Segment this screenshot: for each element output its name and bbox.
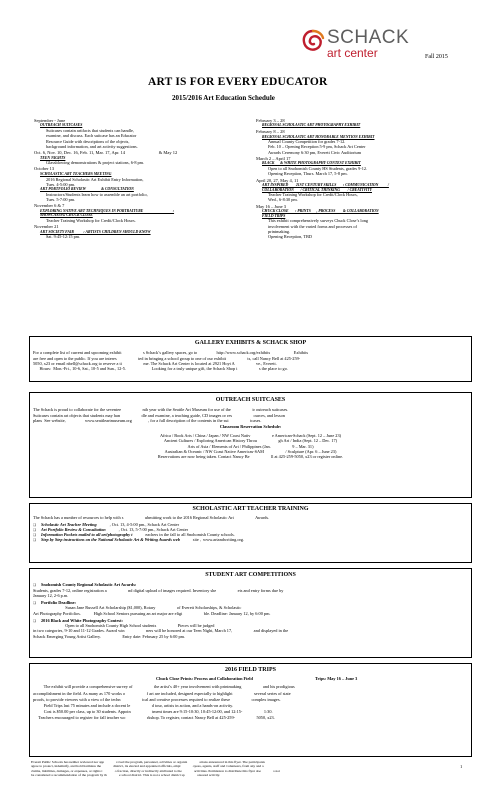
schedule-line: Awards Ceremony 6:30 pm, Everett Civic Auditorium (268, 149, 362, 155)
fieldtrips-sub-left: Chuck Close Prints: Process and Collaboration Field (156, 676, 253, 682)
schedule-line: CHUCK CLOSE : PRINTS , PROCESS & COLLABORATION (262, 209, 379, 214)
fieldtrips-subheading (30, 676, 471, 683)
schedule-line: November 21 (34, 224, 59, 230)
schedule-line: Oct. 6, Nov. 10, Dec. 16, Feb. 11, Mar. 17, Apr. 14 & May 12 (34, 150, 178, 156)
bullet-icon: ❑ (33, 618, 37, 623)
reservation-heading: Classroom Reservation Schedule: (219, 424, 282, 430)
page-subtitle: 2015/2016 Art Education Schedule (172, 94, 275, 102)
fieldtrip-line: proofs, to provide viewers with a view of the techn ical and creative processes required to realize these complex images. (33, 696, 281, 702)
competition-title: Portfolio Deadline: (41, 600, 76, 606)
training-item-label: Step by Step instructions on the National Scholastic Art & Writing Awards web (41, 537, 180, 543)
fieldtrips-box (29, 663, 472, 757)
schedule-line: Teacher Training Workshop for Credit/Clock Hours, (268, 192, 358, 198)
footer-line: Everett Public Schools has neither reviewed nor app roved the program, personnel, activities or organiz ations announced in this flyer. The participants (31, 760, 265, 764)
schedule-line: This exhibit comprehensively surveys Chuck Close’s long (268, 218, 369, 224)
training-item (33, 537, 468, 542)
footer-line: be considered a recommendation of the program by th e school district. This is not a school district sp onsored activity. (31, 773, 221, 778)
bullet-icon: ❑ (33, 533, 37, 538)
fieldtrips-sub-right: Trips: May 16 – June 3 (315, 676, 358, 682)
gallery-line: For a complete list of current and upcoming exhibit s Schack’s gallery spaces, go to http://www.schack.org/exhibits Exhibits (33, 350, 309, 356)
fieldtrip-line: Field Trips last 75 minutes and include a docent le d tour, artists in action, and a hands-on activity. (33, 702, 234, 708)
page-number: 1 (460, 764, 463, 769)
schack-logo (300, 28, 410, 64)
schedule-line: COLLABORATION / CRITICAL THINKING / CREATIVITY (262, 187, 372, 192)
schedule-line: Feb. 10 – Opening Reception 5-9 pm, Schack Art Center (268, 144, 366, 150)
schedule-line: background information, and art activity suggestions. (46, 143, 138, 149)
training-item-detail: , Oct. 13, 5-7:00 pm., Schack Art Center (105, 526, 189, 532)
swirl-logo-icon (300, 28, 326, 54)
schedule-line: Opening Reception, Thurs. March 17, 5-8 pm. (268, 171, 348, 177)
schedule-line: Resource Guide with descriptions of the objects, (46, 138, 130, 144)
bullet-icon: ❑ (33, 527, 37, 532)
outreach-text (30, 404, 471, 423)
schedule-line: TEEN NIGHTS (40, 155, 66, 160)
competition-block (33, 600, 468, 616)
reservation-row: Arts of Asia / Elements of Art / Philippines (Jan. 9 – Mar. 31) (187, 443, 314, 449)
competition-line: Students, grades 7-12, online registration a nd digital upload of images required. Inventory she ets and entry forms due by (33, 587, 284, 593)
training-item-detail: , Oct. 13, 4-5:00 pm., Schack Art Center (96, 521, 180, 527)
logo-text-schack: SCHACK (327, 27, 410, 48)
competition-line: Art Photography Portfolios. High School Seniors pursuing an art major are eligi ble. Deadline: January 12, by 6:00 pm. (33, 610, 271, 616)
schedule-line: April 20, 27, May 4, 11 (256, 177, 299, 183)
schedule-line: March 2 – April 17 (256, 155, 291, 161)
schedule-line: Sat. 9:45-12:15 pm. (46, 234, 81, 240)
schedule-line: Tues. 5-7:00 pm. (46, 196, 76, 202)
training-box (29, 503, 472, 563)
gallery-title: GALLERY EXHIBITS & SCHACK SHOP (194, 340, 307, 346)
schedule-line: involvement with the varied forms and processes of (268, 223, 357, 229)
outreach-line: Suitcases contain art objects that students may han dle and examine, a teaching guide, CD images or res ources, and lesson (33, 412, 285, 418)
schedule-line: Suitcases contain artifacts that students can handle, (46, 128, 134, 134)
schedule-line: ART SOCIETY FAIR : ARTISTS CHILDREN SHOULD KNOW (40, 229, 151, 234)
competitions-list (30, 579, 471, 638)
schedule-line: ART PORTFOLIO REVIEW & CONSULTATION (40, 186, 134, 191)
schedule-left-column (34, 117, 246, 239)
competition-line: January 12, 2-6 p.m. (33, 592, 69, 598)
schedule-line: Tues. 4-5:00 pm. (46, 181, 76, 187)
schedule-line: Open to all Snohomish County HS Students, grades 9-12. (268, 166, 368, 172)
schedule-line: Opening Reception, TBD (268, 234, 312, 240)
training-intro: The Schack has a number of resources to help with s ubmitting work to the 2016 Regional Scholastic Art Awards. (33, 515, 270, 521)
competition-title: 2016 Black and White Photography Contest: (41, 617, 123, 623)
gallery-line: are free and open to the public. If you are interes ted in bringing a school group to one of our exhibit ts, call Nancy Bell at 425-259- (33, 355, 301, 361)
fieldtrip-line: The exhibit will provide a comprehensive survey of the artist’s 40+ year involvement with printmaking and his prodigious (33, 684, 295, 690)
schedule-line: ART INSPIRED 21ST CENTURY SKILLS : COMMUNICATION / (262, 182, 389, 187)
training-item-label: Information Packets mailed to all art/photography t (41, 532, 133, 538)
schedule-line: 2016 Regional Scholastic Art Exhibit Entry Information, (46, 176, 144, 182)
schedule-line: REGIONAL SCHOLASTIC ART PHOTOGRAPHY EXHIBIT (262, 123, 361, 128)
disclaimer-footer (31, 760, 451, 778)
fieldtrips-text (30, 683, 471, 721)
bullet-icon: ❑ (33, 522, 37, 527)
outreach-title: OUTREACH SUITCASES (215, 397, 286, 403)
schedule-line: EXPLORING NATIVE ART TECHNIQUES IN PORTRAITURE : (40, 208, 175, 213)
season-label: Fall 2015 (425, 54, 448, 60)
schedule-line: September - June (34, 118, 66, 123)
fieldtrip-line: accomplishment in the field. As many as 170 works o f art are included, designed especially to highlight several series of state (33, 690, 291, 696)
schedule-line: Teacher Training Workshop for Credit/Clock Hours. (46, 217, 136, 223)
schedule-line: October 13 (34, 166, 55, 172)
schedule-line: February 8 – 28 (256, 129, 285, 135)
schedule-line: REGIONAL SCHOLASTIC ART HONORABLE MENTION EXHIBIT (262, 134, 375, 139)
schedule-line: SHOWCASING CHUCK CLOSE (40, 213, 93, 218)
schedule-line: printmaking. (268, 228, 291, 234)
training-item-label: Art Portfolio Review & Consultation (41, 526, 106, 532)
reservation-row: Ancient Cultures / Exploring American History Throu gh Art / India (Sept. 12 – Dec. 17) (163, 438, 338, 444)
schedule-line: OUTREACH SUITCASES (40, 123, 83, 128)
schedule-line: Annual County Competition for grades 7-12. (268, 139, 346, 145)
fieldtrip-line: Teachers encouraged to register for fall teacher wo rkshop. To register, contact Nancy Bell at 425-259- 5050, x23. (33, 715, 275, 721)
schedule-line: Wed., 6-8:30 pm. (268, 197, 298, 203)
gallery-text (30, 347, 471, 371)
schedule-line: BLACK & WHITE PHOTOGRAPHY CONTEST EXHIBIT (262, 161, 361, 166)
schedule-line: SCHOLASTIC ART TEACHERS MEETING (40, 171, 112, 176)
outreach-line: The Schack is proud to collaborate for the seventee nth year with the Seattle Art Museum for use of the ir outreach suitcases. (33, 407, 289, 413)
training-title: SCHOLASTIC ART TEACHER TRAINING (192, 506, 309, 512)
footer-line: claims, liabilities, damages, or expenses, or rights t o fraction, directly or indirectly attributed to the activities. Permission to distribute this flyer doe s not (31, 768, 280, 773)
schedule-line: November 6 & 7 (34, 203, 65, 209)
outreach-box (29, 392, 472, 498)
reservation-list (30, 433, 471, 459)
training-list (30, 521, 471, 543)
competitions-box (29, 568, 472, 658)
competition-line: Susan Jane Russell Art Scholarship ($1,000), Rotary of Everett Scholarships, & Scholastic (33, 605, 242, 611)
competition-block (33, 582, 468, 598)
fieldtrips-title: 2016 FIELD TRIPS (225, 667, 276, 673)
gallery-line: 5050, x23 or email nbell@schack.org to reserve a ti me. The Schack Art Center is located at 2921 Hoyt A ve., Everett. (33, 360, 277, 366)
competitions-title: STUDENT ART COMPETITIONS (205, 572, 296, 578)
page-title: ART IS FOR EVERY EDUCATOR (148, 76, 328, 88)
footer-line: agree to protect, indemnify, and hold harmless the district, its elected and appointed officials, empl oyees, agents, staff and volunteers, from any and a (31, 764, 264, 769)
reservation-row: Reservations are now being taken. Contact Nancy Be ll at 425-259-5050, x23 or register online. (157, 454, 344, 460)
training-item-detail: site , www.artandwriting.org. (179, 537, 245, 543)
training-item-label: Scholastic Art Teacher Meeting (41, 521, 97, 527)
schedule-line: May 16 – June 3 (256, 203, 286, 209)
outreach-line: plans See website, www.seattleartmuseum.org , for a full description of the contents in the sui tcases. (33, 417, 262, 423)
competition-title: Snohomish County Regional Scholastic Art Awards: (41, 582, 137, 588)
competition-line: in two categories, 9-10 and 11-12 Grades. Award win ners will be honored at our Teen Night, March 17, and displayed in the (33, 628, 289, 634)
training-item-detail: eachers in the fall to all Snohomish County schools. (132, 532, 235, 538)
bullet-icon: ❑ (33, 538, 37, 543)
bullet-icon: ❑ (33, 601, 37, 606)
schedule-line: Instructors/Students learn how to assemble an art portfolio, (46, 191, 148, 197)
schedule-line: Glassblowing demonstrations & project stations, 6-8 pm. (46, 160, 145, 166)
bullet-icon: ❑ (33, 583, 37, 588)
competition-line: Schack Emerging Young Artist Gallery. Entry date: February 25 by 6:00 pm. (33, 633, 186, 639)
logo-text-art-center: art center (327, 46, 378, 60)
competition-line: Open to all Snohomish County High School students Pieces will be judged (33, 623, 215, 629)
reservation-row: Australian & Oceanic / NW Coast Native Americas-SAM / Sculpture (Apr. 6 – June 23) (164, 448, 337, 454)
schedule-line: February 3 – 28 (256, 118, 285, 123)
competition-block (33, 618, 468, 639)
fieldtrip-line: Cost is $50.00 per class, up to 30 students. Appoin tment times are 9:15-10:30, 10:45-12:00, and 12:15- 1:30. (33, 709, 273, 715)
schedule-line: examine, and discuss. Each suitcase has an Educator (46, 133, 137, 139)
gallery-line: Hours: Mon.-Fri., 10-6, Sat., 10-5 and Sun., 12-5. Looking for a truly unique gift, the Schack Shop i s the place to go. (33, 366, 288, 372)
schedule-right-column (256, 117, 461, 239)
reservation-row: Africa / Book Arts / China / Japan / NW Coast Nativ e American-Schack (Sept. 12 – June 23) (159, 433, 342, 439)
gallery-box (29, 336, 472, 382)
schedule-line: FIELD TRIPS (262, 213, 286, 218)
